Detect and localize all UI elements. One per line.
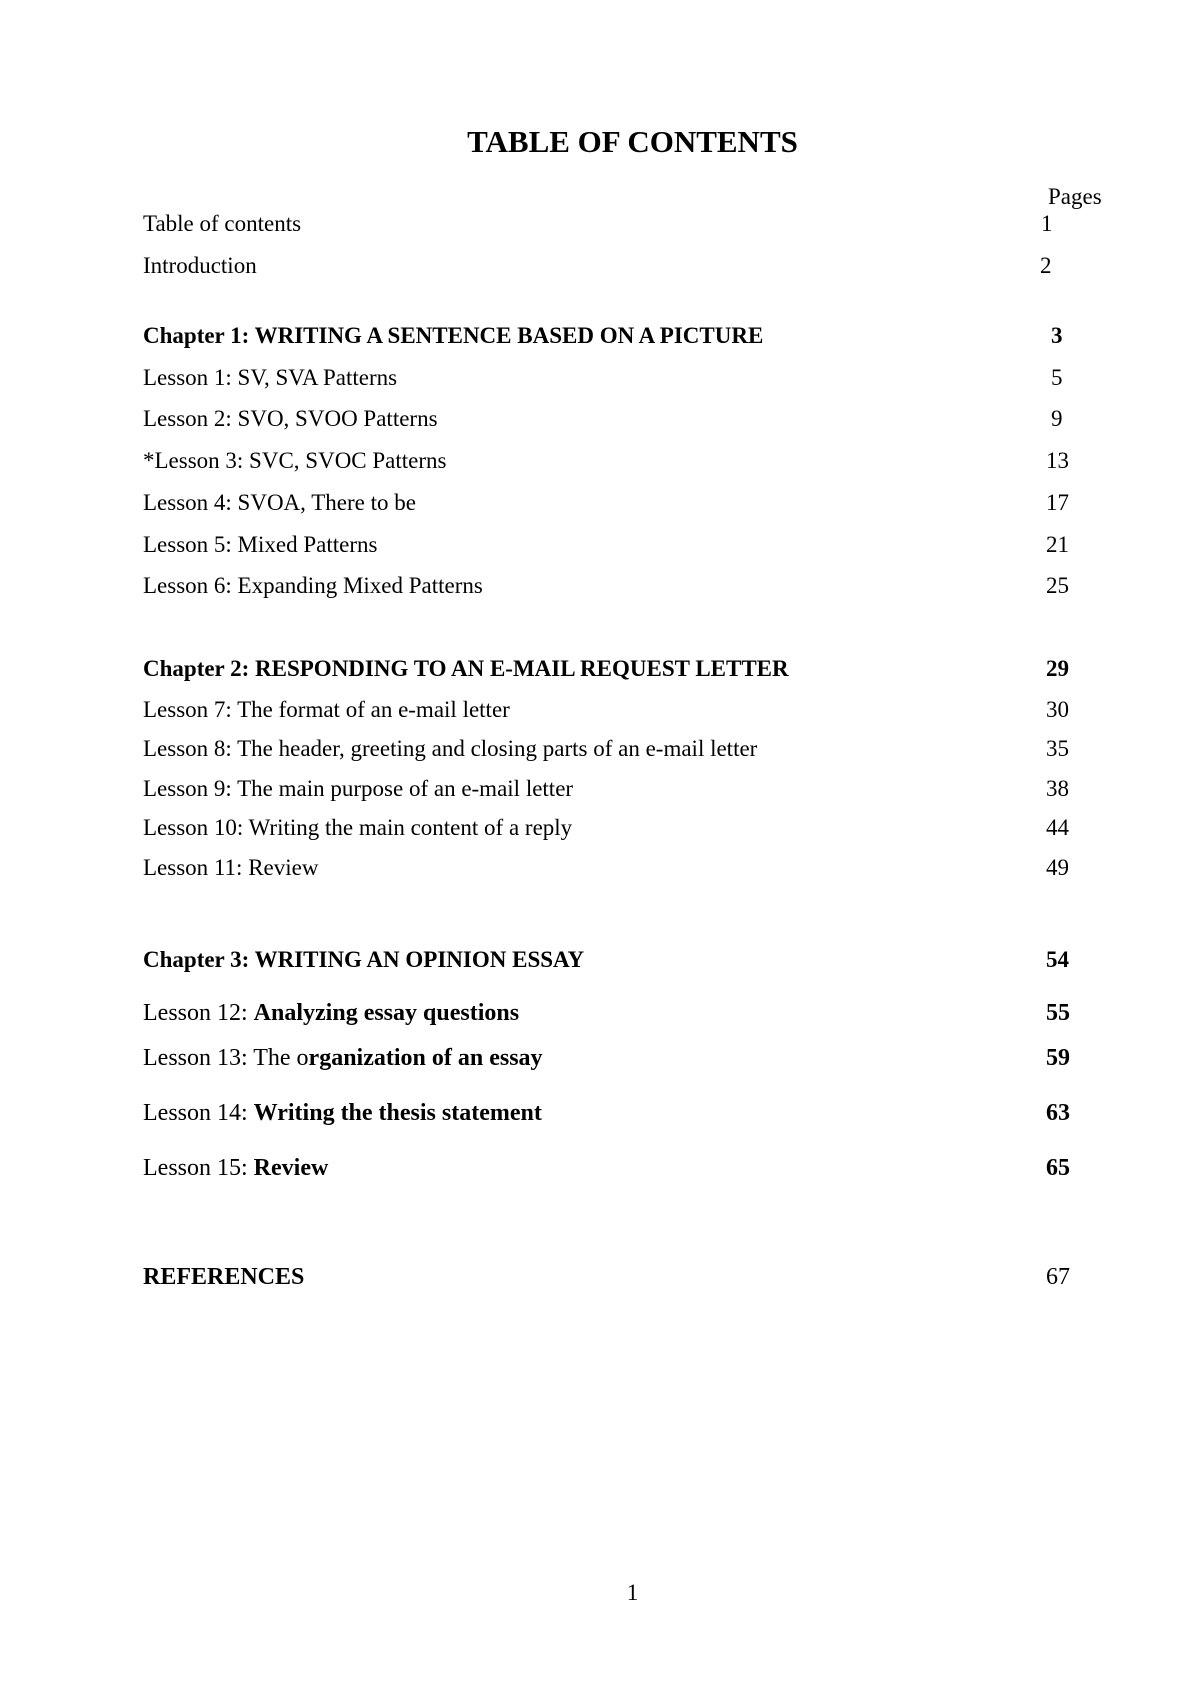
toc-entry-page: 3 [1051,323,1063,348]
toc-lesson-13 [143,1045,1075,1077]
toc-entry-label [143,1045,543,1072]
toc-entry-label-bold: rganization of an essay [308,1045,543,1071]
toc-entry-introduction [143,253,1075,285]
toc-references [143,1264,1075,1296]
toc-lesson-5 [143,532,1075,564]
toc-entry-page: 29 [1046,656,1069,681]
toc-entry-label [143,1100,542,1127]
toc-entry-label: Lesson 5: Mixed Patterns [143,532,378,557]
toc-lesson-3 [143,448,1075,480]
page-title: TABLE OF CONTENTS [467,124,798,159]
toc-lesson-11 [143,855,1075,887]
toc-lesson-2 [143,406,1075,438]
toc-entry-label: Lesson 11: Review [143,855,319,880]
toc-lesson-15 [143,1155,1075,1187]
toc-entry-page: 67 [1046,1264,1070,1290]
toc-entry-table-of-contents [143,211,1075,243]
toc-entry-label: Lesson 6: Expanding Mixed Patterns [143,573,483,598]
toc-entry-page: 59 [1046,1045,1070,1071]
toc-lesson-1 [143,365,1075,397]
toc-lesson-9 [143,776,1075,808]
toc-chapter-2 [143,656,1075,688]
toc-lesson-12 [143,1000,1075,1032]
toc-entry-page: 21 [1046,532,1069,557]
toc-entry-label: Lesson 7: The format of an e-mail letter [143,697,510,722]
toc-entry-label-bold: Analyzing essay questions [253,1000,520,1026]
toc-lesson-10 [143,815,1075,847]
toc-lesson-14 [143,1100,1075,1132]
toc-entry-label: Lesson 4: SVOA, There to be [143,490,416,515]
toc-entry-page: 54 [1046,947,1069,972]
toc-entry-page: 30 [1046,697,1069,722]
toc-entry-label-prefix: Lesson 12: [143,1000,254,1026]
toc-lesson-7 [143,697,1075,729]
toc-entry-label: Lesson 10: Writing the main content of a reply [143,815,573,840]
toc-entry-label [143,1155,328,1182]
toc-entry-label: Table of contents [143,211,302,236]
pages-column-header: Pages [1048,184,1102,209]
toc-entry-label: REFERENCES [143,1264,305,1290]
toc-entry-page: 49 [1046,855,1069,880]
toc-entry-label: Lesson 9: The main purpose of an e-mail letter [143,776,574,801]
toc-lesson-4 [143,490,1075,522]
toc-entry-page: 38 [1046,776,1069,801]
toc-entry-label-bold: Writing the thesis statement [253,1100,542,1126]
toc-entry-page: 9 [1051,406,1063,431]
toc-lesson-6 [143,573,1075,605]
toc-entry-page: 1 [1041,211,1053,236]
toc-entry-label: Chapter 3: WRITING AN OPINION ESSAY [143,947,585,972]
toc-entry-page: 5 [1051,365,1063,390]
toc-entry-page: 17 [1046,490,1069,515]
toc-entry-label: Introduction [143,253,257,278]
toc-chapter-1 [143,323,1075,355]
toc-entry-label-prefix: Lesson 14: [143,1100,254,1126]
toc-chapter-3 [143,947,1075,979]
toc-entry-label: Lesson 8: The header, greeting and closing parts of an e-mail letter [143,736,758,761]
toc-entry-page: 55 [1046,1000,1070,1026]
toc-entry-label: Chapter 2: RESPONDING TO AN E-MAIL REQUEST LETTER [143,656,789,681]
toc-entry-page: 13 [1046,448,1069,473]
toc-entry-label: *Lesson 3: SVC, SVOC Patterns [143,448,447,473]
footer-page-number: 1 [626,1580,639,1605]
toc-entry-page: 65 [1046,1155,1070,1181]
toc-entry-label-prefix: Lesson 15: [143,1155,254,1181]
toc-entry-page: 35 [1046,736,1069,761]
toc-entry-label: Lesson 2: SVO, SVOO Patterns [143,406,438,431]
toc-entry-label-prefix: Lesson 13: The o [143,1045,309,1071]
toc-entry-page: 44 [1046,815,1069,840]
toc-entry-page: 63 [1046,1100,1070,1126]
toc-entry-label [143,1000,519,1027]
toc-lesson-8 [143,736,1075,768]
toc-entry-page: 25 [1046,573,1069,598]
toc-entry-label: Chapter 1: WRITING A SENTENCE BASED ON A PICTURE [143,323,764,348]
toc-entry-page: 2 [1040,253,1052,278]
toc-entry-label: Lesson 1: SV, SVA Patterns [143,365,398,390]
toc-entry-label-bold: Review [253,1155,329,1181]
